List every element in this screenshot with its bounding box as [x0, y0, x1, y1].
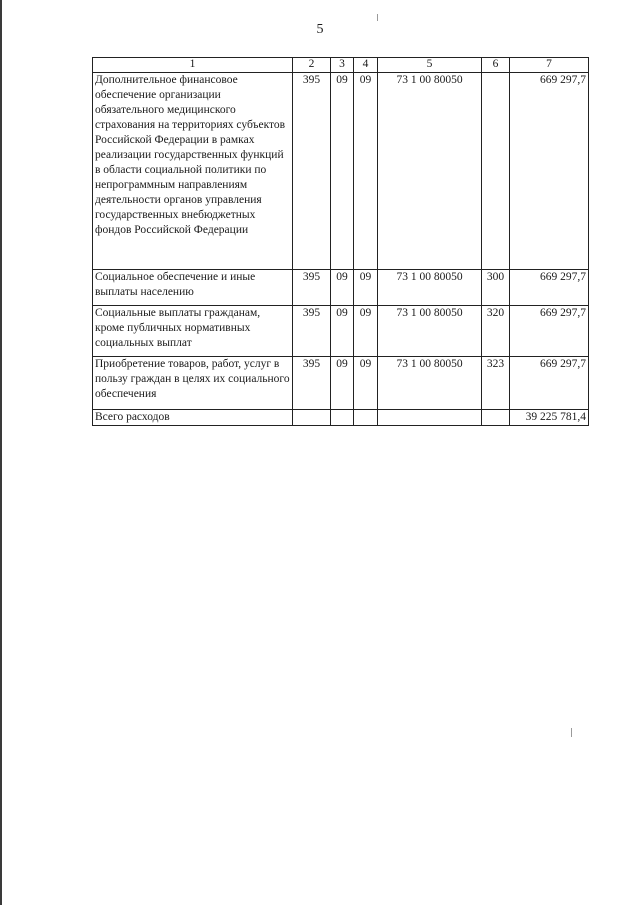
table-row [93, 270, 589, 306]
page-left-edge [0, 0, 2, 905]
expense-type-code: 320 [482, 306, 510, 357]
expense-name: Приобретение товаров, работ, услуг в пользу граждан в целях их социального обеспечения [93, 357, 293, 410]
total-amount: 39 225 781,4 [510, 410, 589, 426]
total-label: Всего расходов [93, 410, 293, 426]
expense-type-code: 323 [482, 357, 510, 410]
amount: 669 297,7 [510, 357, 589, 410]
column-header: 1 [93, 58, 293, 73]
budget-table [92, 57, 589, 426]
subsection-code: 09 [354, 306, 378, 357]
table-row [93, 73, 589, 270]
scan-mark [377, 14, 378, 21]
expense-name: Социальные выплаты гражданам, кроме публичных нормативных социальных выплат [93, 306, 293, 357]
expense-name: Дополнительное финансовое обеспечение организации обязательного медицинского страхования на территориях субъектов Российской Федерации в рамках реализации государственных функций в области социальной политики по непрограммным направлениям деятельности органов управления государственных внебюджетных фондов Российской Федерации [93, 73, 293, 270]
section-code: 09 [331, 306, 354, 357]
table-total-row [93, 410, 589, 426]
page-number: 5 [316, 22, 324, 37]
subsection-code: 09 [354, 73, 378, 270]
subsection-code: 09 [354, 270, 378, 306]
target-article-code: 73 1 00 80050 [378, 270, 482, 306]
section-code: 09 [331, 73, 354, 270]
empty-cell [331, 410, 354, 426]
target-article-code: 73 1 00 80050 [378, 306, 482, 357]
ministry-code: 395 [293, 357, 331, 410]
column-header: 6 [482, 58, 510, 73]
column-header: 4 [354, 58, 378, 73]
amount: 669 297,7 [510, 73, 589, 270]
amount: 669 297,7 [510, 306, 589, 357]
section-code: 09 [331, 357, 354, 410]
expense-type-code: 300 [482, 270, 510, 306]
column-header: 3 [331, 58, 354, 73]
column-header: 2 [293, 58, 331, 73]
empty-cell [378, 410, 482, 426]
empty-cell [482, 410, 510, 426]
table-row [93, 306, 589, 357]
table-header-row [93, 58, 589, 73]
column-header: 7 [510, 58, 589, 73]
empty-cell [354, 410, 378, 426]
expense-name: Социальное обеспечение и иные выплаты населению [93, 270, 293, 306]
column-header: 5 [378, 58, 482, 73]
ministry-code: 395 [293, 306, 331, 357]
target-article-code: 73 1 00 80050 [378, 73, 482, 270]
amount: 669 297,7 [510, 270, 589, 306]
ministry-code: 395 [293, 270, 331, 306]
target-article-code: 73 1 00 80050 [378, 357, 482, 410]
subsection-code: 09 [354, 357, 378, 410]
expense-type-code [482, 73, 510, 270]
scan-mark [571, 728, 572, 737]
section-code: 09 [331, 270, 354, 306]
empty-cell [293, 410, 331, 426]
table-row [93, 357, 589, 410]
ministry-code: 395 [293, 73, 331, 270]
